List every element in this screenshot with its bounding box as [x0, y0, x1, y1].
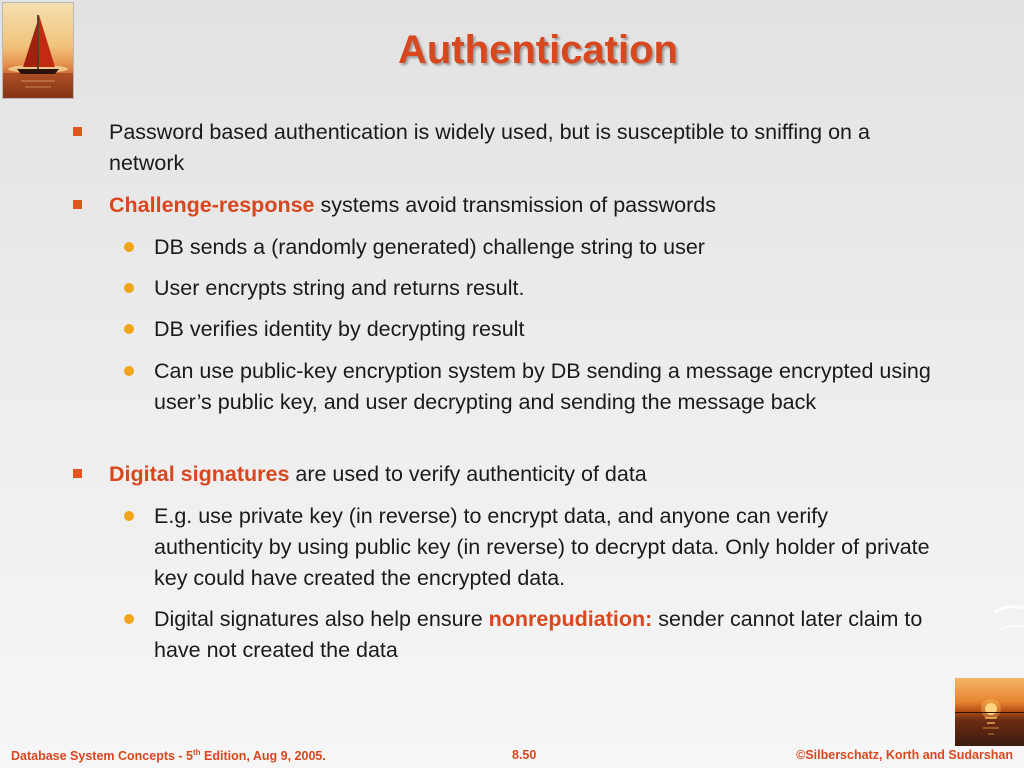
term-digital-signatures: Digital signatures: [109, 462, 290, 486]
term-nonrepudiation: nonrepudiation:: [488, 607, 653, 631]
page-title: Authentication: [398, 28, 678, 72]
bullet-password-auth: Password based authentication is widely used, but is susceptible to sniffing on a network: [109, 120, 870, 175]
round-bullet-icon: [124, 324, 134, 334]
footer-date: Edition, Aug 9, 2005.: [200, 749, 326, 764]
bullet-challenge-response: [109, 190, 909, 221]
term-challenge-response: Challenge-response: [109, 193, 315, 217]
sunset-logo-icon: [955, 678, 1024, 746]
round-bullet-icon: [124, 511, 134, 521]
bullet-digital-signatures: [109, 459, 909, 490]
sub-bullet-nonrepudiation: [154, 604, 934, 666]
footer-copyright: ©Silberschatz, Korth and Sudarshan: [796, 748, 1013, 762]
bullet-text: Digital signatures also help ensure: [154, 607, 489, 631]
sub-bullet-db-verifies: DB verifies identity by decrypting result: [154, 317, 525, 341]
bullet-text: systems avoid transmission of passwords: [314, 193, 716, 217]
page-number: 8.50: [512, 748, 537, 762]
round-bullet-icon: [124, 366, 134, 376]
square-bullet-icon: [73, 200, 82, 209]
bullet-text: sender cannot later claim to have not created the data: [154, 607, 923, 662]
square-bullet-icon: [73, 469, 82, 478]
round-bullet-icon: [124, 614, 134, 624]
sub-bullet-public-key: Can use public-key encryption system by DB sending a message encrypted using user’s public key, and user decrypting and sending the message back: [154, 359, 931, 414]
footer-superscript: th: [193, 748, 201, 757]
footer-book-title: [11, 748, 326, 763]
round-bullet-icon: [124, 283, 134, 293]
square-bullet-icon: [73, 127, 82, 136]
footer-book-text: Database System Concepts - 5: [11, 749, 194, 764]
round-bullet-icon: [124, 242, 134, 252]
sub-bullet-private-key: E.g. use private key (in reverse) to encrypt data, and anyone can verify authenticity by using public key (in reverse) to decrypt data. Only holder of private key could have created the encrypted data.: [154, 504, 930, 590]
swoosh-decoration-icon: [994, 600, 1024, 640]
sub-bullet-user-encrypts: User encrypts string and returns result.: [154, 276, 525, 300]
bullet-text: are used to verify authenticity of data: [289, 462, 647, 486]
sub-bullet-challenge-string: DB sends a (randomly generated) challenge string to user: [154, 235, 705, 259]
